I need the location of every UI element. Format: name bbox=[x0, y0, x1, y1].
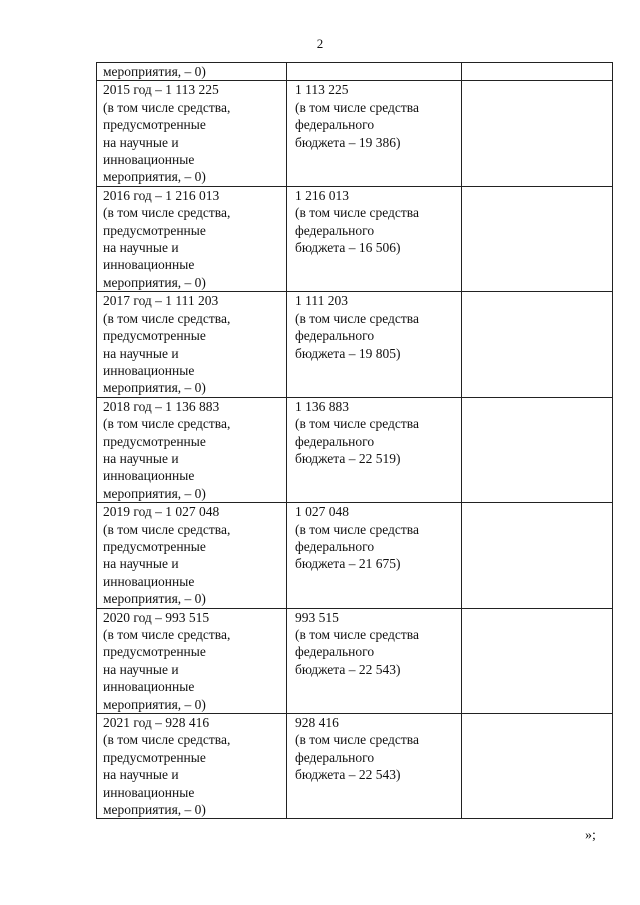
cell-line: 993 515 bbox=[295, 609, 339, 625]
cell-line: федерального bbox=[295, 222, 375, 238]
cell-line: мероприятия, – 0) bbox=[103, 64, 206, 79]
cell-line: мероприятия, – 0) bbox=[103, 696, 206, 712]
cell-line: (в том числе средства bbox=[295, 521, 419, 537]
cell-line: на научные и bbox=[103, 556, 179, 572]
cell-left bbox=[97, 292, 287, 397]
page-number: 2 bbox=[316, 36, 324, 51]
cell-line: мероприятия, – 0) bbox=[103, 802, 206, 818]
closing-mark: »; bbox=[585, 828, 596, 843]
cell-mid bbox=[287, 608, 462, 713]
cell-line: 2019 год – 1 027 048 bbox=[103, 504, 220, 520]
cell-line: предусмотренные bbox=[103, 538, 206, 554]
cell-line: инновационные bbox=[103, 679, 195, 695]
cell-right bbox=[462, 503, 613, 608]
cell-left bbox=[97, 186, 287, 291]
cell-line: мероприятия, – 0) bbox=[103, 591, 206, 607]
cell-line: мероприятия, – 0) bbox=[103, 169, 206, 185]
cell-line: инновационные bbox=[103, 573, 195, 589]
cell-line: федерального bbox=[295, 433, 375, 449]
cell-line: бюджета – 16 506) bbox=[295, 240, 401, 256]
cell-right bbox=[462, 714, 613, 819]
cell-line: (в том числе средства, bbox=[103, 416, 231, 432]
table-row bbox=[97, 81, 613, 186]
cell-line: (в том числе средства bbox=[295, 205, 419, 221]
cell-line: федерального bbox=[295, 538, 375, 554]
cell-line: 2017 год – 1 111 203 bbox=[103, 293, 219, 309]
cell-left bbox=[97, 397, 287, 502]
cell-line: 2016 год – 1 216 013 bbox=[103, 187, 220, 203]
funding-table bbox=[96, 62, 613, 819]
cell-right bbox=[462, 186, 613, 291]
cell-line: предусмотренные bbox=[103, 117, 206, 133]
cell-line: 928 416 bbox=[295, 715, 339, 731]
cell-line: 1 111 203 bbox=[295, 293, 348, 309]
cell-line: федерального bbox=[295, 328, 375, 344]
table-row bbox=[97, 714, 613, 819]
cell-mid bbox=[287, 81, 462, 186]
table-row bbox=[97, 397, 613, 502]
cell-line: федерального bbox=[295, 749, 375, 765]
cell-left bbox=[97, 714, 287, 819]
cell-line: мероприятия, – 0) bbox=[103, 485, 206, 501]
cell-mid bbox=[287, 503, 462, 608]
cell-line: (в том числе средства bbox=[295, 310, 419, 326]
cell-line: бюджета – 22 543) bbox=[295, 661, 401, 677]
cell-line: 1 113 225 bbox=[295, 82, 349, 98]
cell-mid bbox=[287, 63, 462, 81]
cell-line: инновационные bbox=[103, 362, 195, 378]
cell-line: бюджета – 19 805) bbox=[295, 345, 401, 361]
cell-line: (в том числе средства, bbox=[103, 310, 231, 326]
cell-mid bbox=[287, 292, 462, 397]
cell-line: мероприятия, – 0) bbox=[103, 274, 206, 290]
cell-line: инновационные bbox=[103, 152, 195, 168]
cell-line: (в том числе средства, bbox=[103, 205, 231, 221]
cell-line: предусмотренные bbox=[103, 328, 206, 344]
cell-line: инновационные bbox=[103, 257, 195, 273]
cell-line: федерального bbox=[295, 644, 375, 660]
cell-left bbox=[97, 608, 287, 713]
table-row bbox=[97, 186, 613, 291]
cell-line: на научные и bbox=[103, 134, 179, 150]
cell-line: (в том числе средства, bbox=[103, 521, 231, 537]
cell-line: федерального bbox=[295, 117, 375, 133]
cell-line: (в том числе средства bbox=[295, 732, 419, 748]
cell-mid bbox=[287, 714, 462, 819]
cell-line: 2015 год – 1 113 225 bbox=[103, 82, 219, 98]
cell-right bbox=[462, 608, 613, 713]
cell-left bbox=[97, 503, 287, 608]
cell-line: 2021 год – 928 416 bbox=[103, 715, 210, 731]
cell-line: бюджета – 21 675) bbox=[295, 556, 401, 572]
cell-line: (в том числе средства bbox=[295, 627, 419, 642]
table-row bbox=[97, 292, 613, 397]
cell-line: бюджета – 22 543) bbox=[295, 767, 401, 783]
cell-line: предусмотренные bbox=[103, 222, 206, 238]
cell-mid bbox=[287, 397, 462, 502]
cell-line: на научные и bbox=[103, 661, 179, 677]
cell-right bbox=[462, 81, 613, 186]
table-row-continuation bbox=[97, 63, 613, 81]
cell-line: 1 216 013 bbox=[295, 187, 349, 203]
cell-line: (в том числе средства, bbox=[103, 99, 231, 115]
cell-line: 1 027 048 bbox=[295, 504, 349, 520]
cell-line: (в том числе средства, bbox=[103, 732, 231, 748]
cell-line: бюджета – 19 386) bbox=[295, 134, 401, 150]
cell-line: на научные и bbox=[103, 240, 179, 256]
cell-line: предусмотренные bbox=[103, 749, 206, 765]
table-row bbox=[97, 503, 613, 608]
cell-line: инновационные bbox=[103, 468, 195, 484]
cell-left bbox=[97, 81, 287, 186]
cell-line: 2020 год – 993 515 bbox=[103, 609, 210, 625]
cell-line: предусмотренные bbox=[103, 644, 206, 660]
cell-line: на научные и bbox=[103, 345, 179, 361]
cell-line: 2018 год – 1 136 883 bbox=[103, 398, 220, 414]
cell-line: на научные и bbox=[103, 767, 179, 783]
table-row bbox=[97, 608, 613, 713]
cell-line: мероприятия, – 0) bbox=[103, 380, 206, 396]
cell-left bbox=[97, 63, 287, 81]
cell-mid bbox=[287, 186, 462, 291]
cell-line: предусмотренные bbox=[103, 433, 206, 449]
cell-line: 1 136 883 bbox=[295, 398, 349, 414]
cell-right bbox=[462, 63, 613, 81]
cell-line: бюджета – 22 519) bbox=[295, 450, 401, 466]
cell-line: инновационные bbox=[103, 784, 195, 800]
cell-right bbox=[462, 292, 613, 397]
cell-line: на научные и bbox=[103, 450, 179, 466]
cell-line: (в том числе средства bbox=[295, 99, 419, 115]
cell-line: (в том числе средства bbox=[295, 416, 419, 432]
cell-right bbox=[462, 397, 613, 502]
cell-line: (в том числе средства, bbox=[103, 627, 231, 642]
